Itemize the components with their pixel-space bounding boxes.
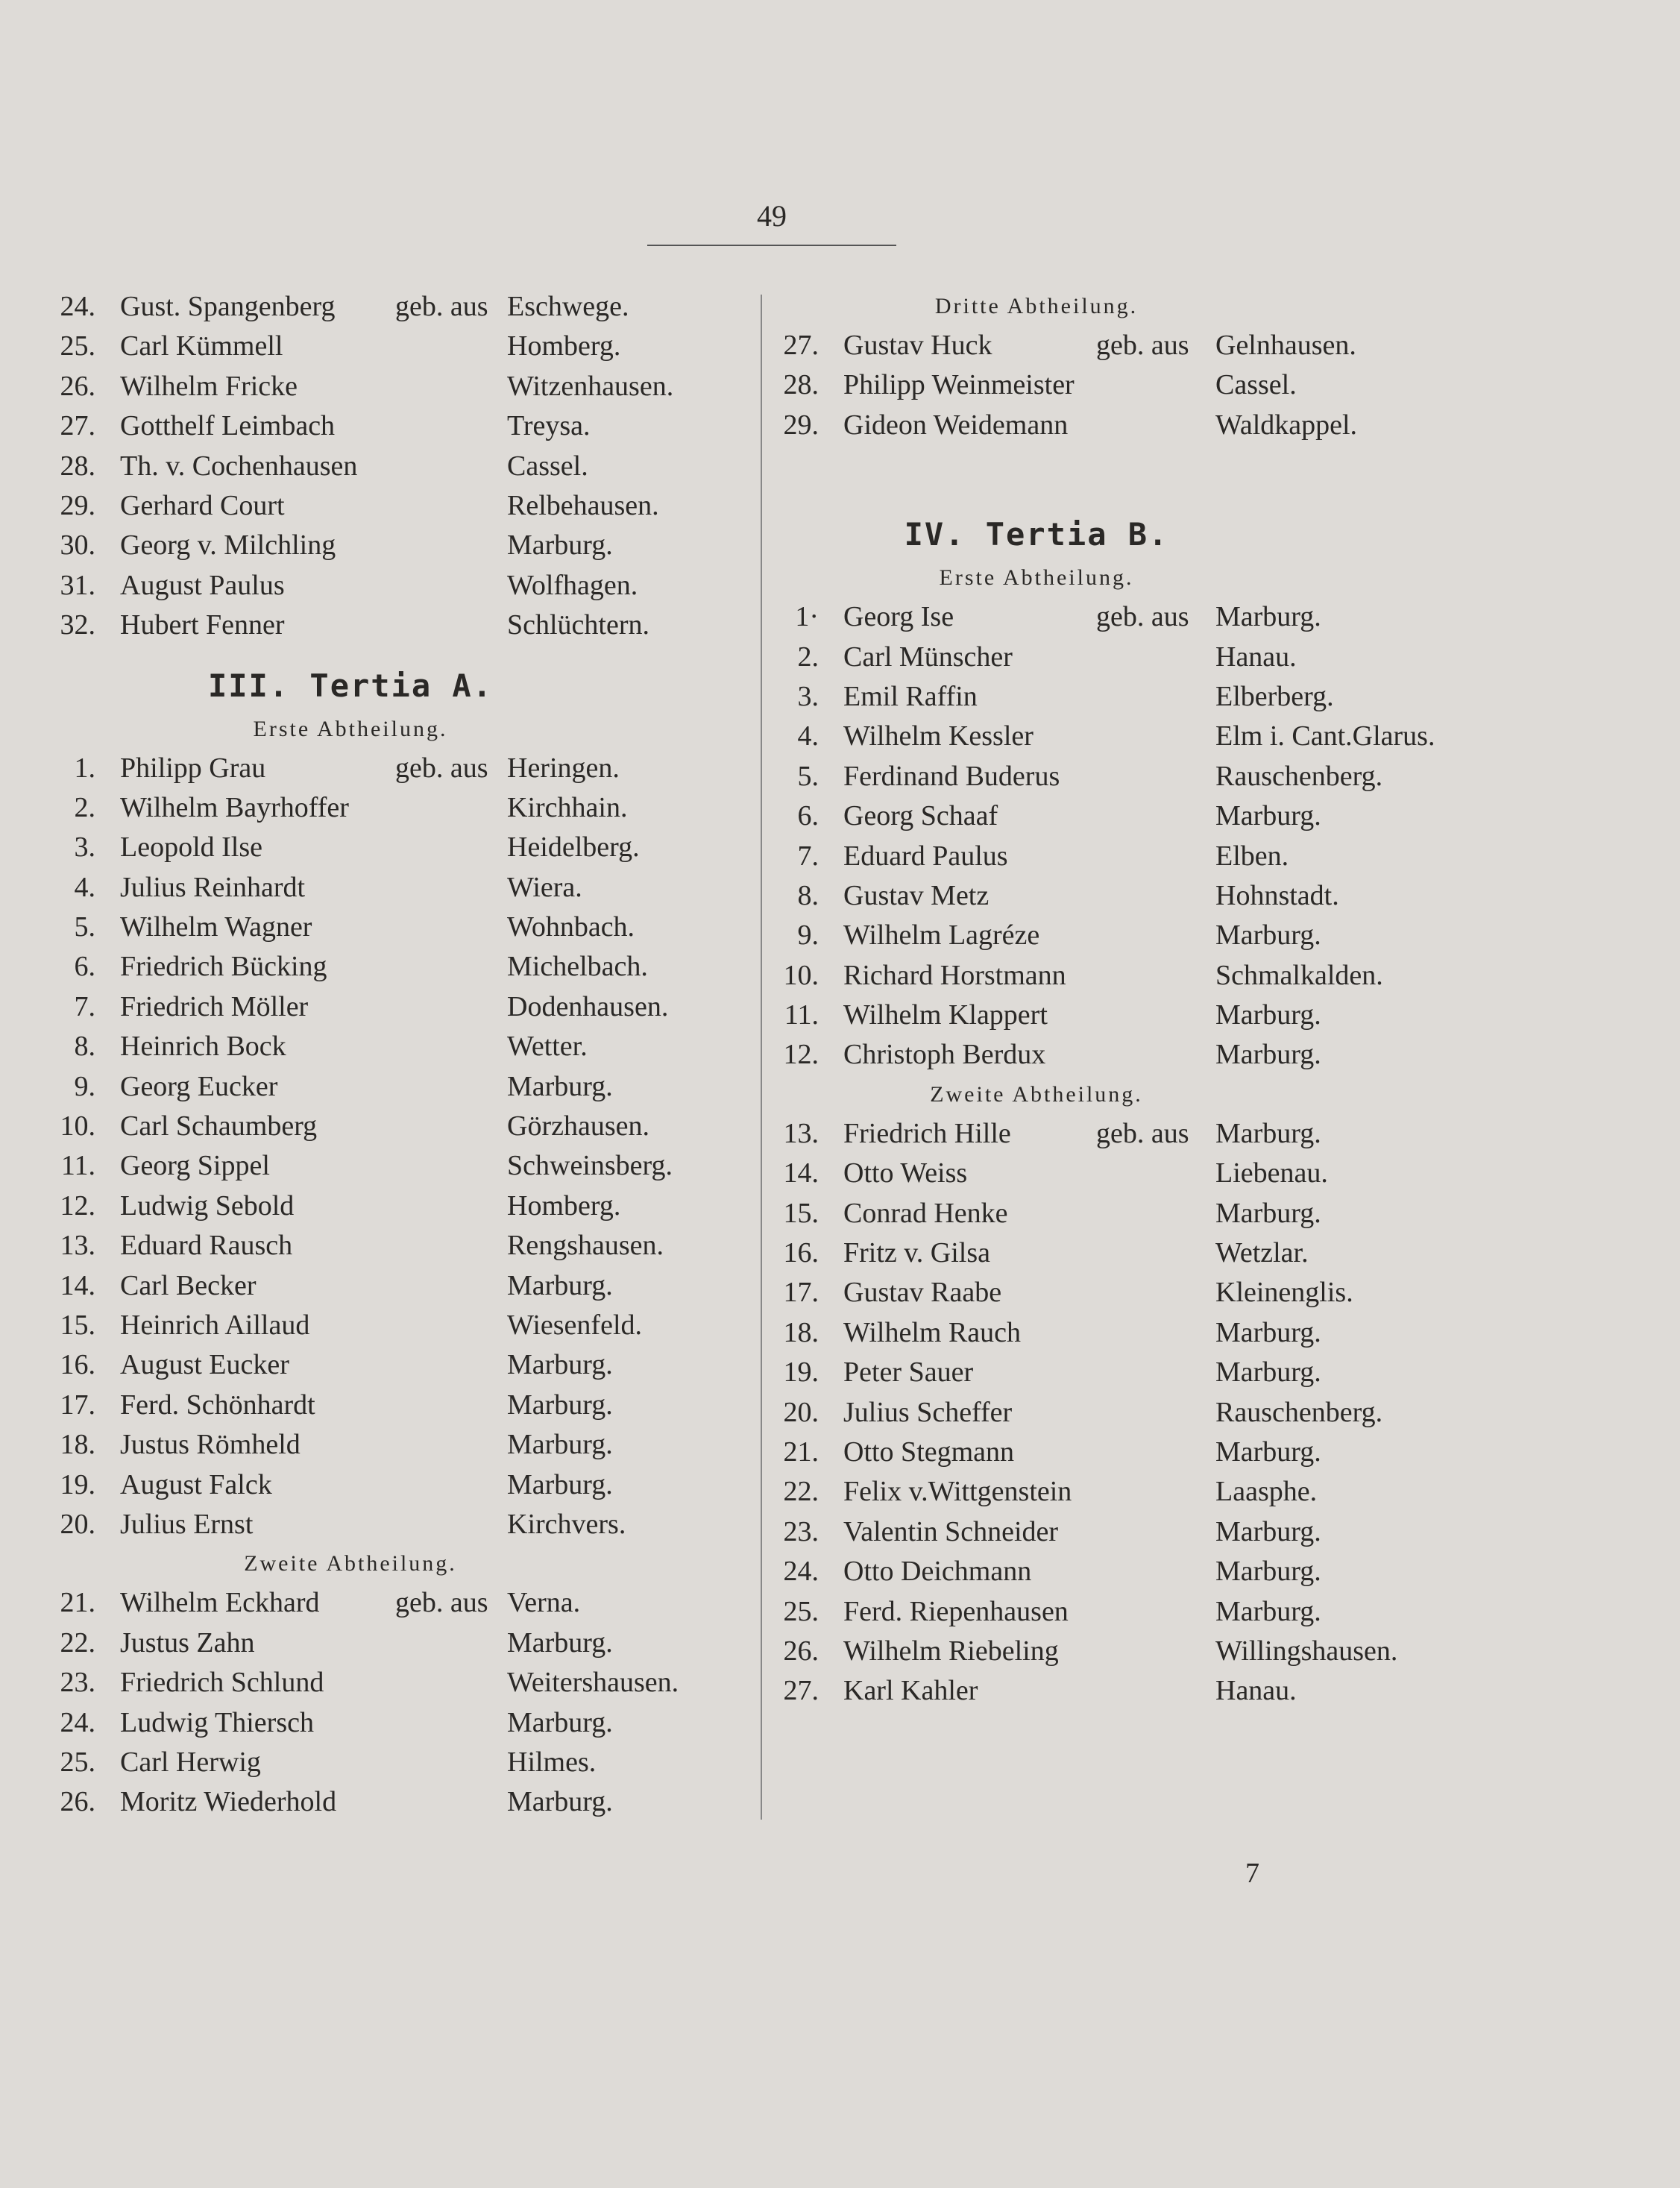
student-row (45, 406, 716, 446)
right-column (768, 287, 1476, 1711)
student-row (768, 1353, 1476, 1392)
student-name: Wilhelm Bayrhoffer (120, 791, 349, 823)
student-row (45, 1623, 716, 1663)
student-name: Wilhelm Wagner (120, 911, 312, 943)
student-name: Carl Schaumberg (120, 1110, 318, 1142)
student-place: Marburg. (1215, 800, 1321, 832)
student-num: 4. (797, 720, 819, 752)
student-place: Treysa. (507, 410, 591, 442)
student-num: 25. (60, 330, 95, 362)
student-num: 22. (783, 1476, 819, 1508)
student-row (45, 1703, 716, 1743)
student-place: Relbehausen. (507, 489, 659, 521)
student-row (45, 828, 716, 867)
student-name: August Paulus (120, 569, 285, 601)
student-num: 1· (795, 601, 819, 633)
subheading-zweite: Zweite Abtheilung. (244, 1551, 457, 1576)
student-geb: geb. aus (395, 291, 488, 322)
student-row (45, 327, 716, 366)
student-name: Gustav Metz (843, 879, 990, 911)
student-row (768, 365, 1476, 405)
student-row (45, 868, 716, 908)
student-name: Gustav Huck (843, 330, 992, 361)
student-place: Gelnhausen. (1215, 330, 1356, 361)
student-geb: geb. aus (1096, 601, 1189, 633)
student-name: Julius Ernst (120, 1508, 254, 1540)
student-num: 5. (797, 760, 819, 792)
student-name: Philipp Weinmeister (843, 369, 1075, 401)
student-num: 16. (60, 1349, 95, 1381)
student-place: Elben. (1215, 840, 1289, 872)
student-row (45, 1266, 716, 1306)
student-num: 4. (74, 871, 95, 903)
student-row (768, 1194, 1476, 1233)
student-row (45, 1743, 716, 1782)
student-name: Friedrich Hille (843, 1117, 1011, 1149)
student-name: Karl Kahler (843, 1675, 978, 1707)
student-place: Rengshausen. (507, 1230, 664, 1262)
student-place: Kirchvers. (507, 1508, 626, 1540)
student-name: Carl Becker (120, 1269, 257, 1301)
student-row (768, 1671, 1476, 1711)
student-place: Cassel. (507, 450, 588, 482)
student-num: 15. (60, 1309, 95, 1341)
student-name: Carl Münscher (843, 641, 1013, 673)
student-place: Marburg. (507, 529, 613, 562)
student-name: Julius Scheffer (843, 1396, 1013, 1428)
student-row (45, 1505, 716, 1544)
student-geb: geb. aus (395, 752, 488, 784)
student-name: August Eucker (120, 1349, 289, 1381)
student-name: Heinrich Aillaud (120, 1309, 310, 1341)
student-row (45, 526, 716, 565)
student-name: Ludwig Sebold (120, 1189, 295, 1222)
student-name: Moritz Wiederhold (120, 1786, 337, 1818)
continuation-list (45, 287, 716, 646)
student-num: 19. (783, 1357, 819, 1389)
student-name: Peter Sauer (843, 1357, 974, 1389)
student-place: Eschwege. (507, 291, 629, 322)
dritte-list (768, 326, 1476, 445)
student-name: Ferd. Schönhardt (120, 1389, 315, 1421)
student-row (768, 916, 1476, 955)
student-num: 17. (60, 1389, 95, 1421)
student-row (768, 1273, 1476, 1313)
student-place: Cassel. (1215, 369, 1297, 401)
student-name: Otto Stegmann (843, 1436, 1015, 1468)
student-name: Christoph Berdux (843, 1039, 1046, 1071)
student-name: Wilhelm Fricke (120, 370, 298, 402)
student-row (45, 1465, 716, 1505)
student-place: Kirchhain. (507, 791, 628, 823)
student-place: Marburg. (1215, 1197, 1321, 1229)
student-name: Wilhelm Eckhard (120, 1587, 320, 1619)
student-num: 12. (783, 1039, 819, 1071)
student-row (768, 1433, 1476, 1472)
student-name: Georg Sippel (120, 1150, 270, 1182)
student-num: 16. (783, 1237, 819, 1269)
student-place: Hanau. (1215, 641, 1297, 673)
student-row (45, 1067, 716, 1107)
student-row (768, 406, 1476, 445)
student-place: Hanau. (1215, 1675, 1297, 1707)
student-place: Laasphe. (1215, 1476, 1318, 1508)
student-place: Kleinenglis. (1215, 1277, 1353, 1309)
student-num: 32. (60, 609, 95, 641)
student-place: Willingshausen. (1215, 1635, 1398, 1667)
column-divider (761, 295, 762, 1820)
student-num: 2. (74, 791, 95, 823)
student-place: Schmalkalden. (1215, 959, 1383, 991)
student-num: 25. (60, 1746, 95, 1778)
student-name: Friedrich Schlund (120, 1667, 324, 1699)
student-name: Ludwig Thiersch (120, 1706, 314, 1738)
student-name: Conrad Henke (843, 1197, 1008, 1229)
student-place: Waldkappel. (1215, 409, 1358, 441)
student-row (768, 876, 1476, 916)
student-row (768, 717, 1476, 756)
student-name: Ferdinand Buderus (843, 760, 1060, 792)
student-place: Elm i. Cant.Glarus. (1215, 720, 1435, 752)
page-number: 49 (757, 199, 787, 233)
student-name: Carl Kümmell (120, 330, 283, 362)
student-row (45, 367, 716, 406)
student-name: Fritz v. Gilsa (843, 1237, 991, 1269)
student-row (768, 1393, 1476, 1433)
student-num: 10. (60, 1110, 95, 1142)
student-place: Homberg. (507, 1189, 621, 1222)
subheading-dritte: Dritte Abtheilung. (934, 294, 1139, 318)
student-num: 6. (74, 951, 95, 983)
student-place: Homberg. (507, 330, 621, 362)
student-num: 17. (783, 1277, 819, 1309)
student-row (768, 996, 1476, 1035)
student-num: 8. (797, 879, 819, 911)
student-name: August Falck (120, 1468, 272, 1500)
student-num: 21. (60, 1587, 95, 1619)
student-name: Gust. Spangenberg (120, 291, 336, 322)
student-place: Schweinsberg. (507, 1150, 673, 1182)
student-num: 19. (60, 1468, 95, 1500)
student-name: Richard Horstmann (843, 959, 1066, 991)
student-name: Wilhelm Riebeling (843, 1635, 1059, 1667)
student-row (768, 1632, 1476, 1671)
student-place: Wetzlar. (1215, 1237, 1309, 1269)
student-place: Marburg. (1215, 601, 1321, 633)
student-name: Georg v. Milchling (120, 529, 336, 562)
student-name: Emil Raffin (843, 680, 978, 712)
student-num: 3. (797, 680, 819, 712)
student-row (45, 1146, 716, 1186)
student-row (45, 987, 716, 1027)
student-row (45, 749, 716, 788)
student-place: Wolfhagen. (507, 569, 638, 601)
student-num: 20. (60, 1508, 95, 1540)
student-name: Eduard Paulus (843, 840, 1008, 872)
student-name: Th. v. Cochenhausen (120, 450, 358, 482)
student-num: 21. (783, 1436, 819, 1468)
student-name: Georg Ise (843, 601, 954, 633)
student-row (45, 908, 716, 947)
student-place: Schlüchtern. (507, 609, 650, 641)
student-row (45, 1782, 716, 1822)
student-place: Marburg. (507, 1626, 613, 1659)
student-place: Hilmes. (507, 1746, 597, 1778)
student-place: Dodenhausen. (507, 990, 669, 1022)
student-num: 6. (797, 800, 819, 832)
student-name: Otto Weiss (843, 1157, 968, 1189)
student-num: 25. (783, 1595, 819, 1627)
student-row (768, 1313, 1476, 1353)
student-name: Justus Zahn (120, 1626, 255, 1659)
student-num: 24. (60, 291, 95, 322)
student-name: Gideon Weidemann (843, 409, 1069, 441)
student-row (45, 486, 716, 526)
student-row (768, 796, 1476, 836)
signature-mark: 7 (1245, 1858, 1259, 1889)
student-place: Liebenau. (1215, 1157, 1328, 1189)
student-row (45, 1345, 716, 1385)
student-place: Verna. (507, 1587, 581, 1619)
student-row (768, 1154, 1476, 1193)
student-num: 8. (74, 1031, 95, 1063)
student-geb: geb. aus (1096, 330, 1189, 361)
student-row (45, 788, 716, 828)
student-row (768, 1552, 1476, 1591)
student-row (45, 447, 716, 486)
student-place: Marburg. (1215, 1117, 1321, 1149)
student-num: 27. (60, 410, 95, 442)
student-name: Gustav Raabe (843, 1277, 1002, 1309)
student-num: 26. (783, 1635, 819, 1667)
student-name: Georg Schaaf (843, 800, 998, 832)
student-name: Wilhelm Klappert (843, 999, 1048, 1031)
student-num: 3. (74, 831, 95, 864)
student-name: Otto Deichmann (843, 1556, 1032, 1588)
student-num: 23. (60, 1667, 95, 1699)
subheading-zweite: Zweite Abtheilung. (930, 1081, 1143, 1107)
header-rule (647, 245, 896, 246)
student-num: 12. (60, 1189, 95, 1222)
student-place: Wiera. (507, 871, 582, 903)
student-place: Marburg. (1215, 1515, 1321, 1547)
student-name: Eduard Rausch (120, 1230, 293, 1262)
student-place: Görzhausen. (507, 1110, 649, 1142)
student-place: Michelbach. (507, 951, 648, 983)
student-name: Valentin Schneider (843, 1515, 1059, 1547)
zweite-list (768, 1114, 1476, 1711)
student-num: 23. (783, 1515, 819, 1547)
student-name: Wilhelm Kessler (843, 720, 1034, 752)
student-place: Marburg. (507, 1468, 613, 1500)
student-num: 24. (60, 1706, 95, 1738)
student-name: Friedrich Möller (120, 990, 309, 1022)
student-place: Hohnstadt. (1215, 879, 1339, 911)
student-place: Marburg. (1215, 919, 1321, 952)
student-row (768, 1512, 1476, 1552)
section-title-tertia-a: III. Tertia A. (207, 667, 493, 704)
student-num: 10. (783, 959, 819, 991)
student-num: 7. (74, 990, 95, 1022)
student-place: Heringen. (507, 752, 620, 784)
student-geb: geb. aus (1096, 1117, 1189, 1149)
student-name: Felix v.Wittgenstein (843, 1476, 1072, 1508)
student-name: Georg Eucker (120, 1070, 278, 1102)
student-place: Marburg. (507, 1349, 613, 1381)
student-place: Witzenhausen. (507, 370, 674, 402)
student-place: Marburg. (507, 1706, 613, 1738)
section-title-tertia-b: IV. Tertia B. (904, 516, 1169, 553)
student-num: 13. (60, 1230, 95, 1262)
student-place: Elberberg. (1215, 680, 1334, 712)
student-num: 9. (797, 919, 819, 952)
student-num: 29. (783, 409, 819, 441)
student-num: 5. (74, 911, 95, 943)
student-name: Julius Reinhardt (120, 871, 306, 903)
student-geb: geb. aus (395, 1587, 488, 1619)
student-row (45, 606, 716, 645)
student-place: Marburg. (507, 1429, 613, 1461)
student-row (768, 597, 1476, 637)
student-place: Wohnbach. (507, 911, 635, 943)
student-num: 7. (797, 840, 819, 872)
subheading-erste: Erste Abtheilung. (939, 565, 1134, 591)
erste-list (768, 597, 1476, 1075)
zweite-list (45, 1583, 716, 1822)
student-num: 9. (74, 1070, 95, 1102)
student-num: 26. (60, 370, 95, 402)
student-num: 27. (783, 1675, 819, 1707)
student-num: 28. (60, 450, 95, 482)
student-num: 29. (60, 489, 95, 521)
student-num: 31. (60, 569, 95, 601)
student-row (45, 287, 716, 327)
student-name: Friedrich Bücking (120, 951, 327, 983)
student-place: Marburg. (507, 1070, 613, 1102)
student-num: 14. (60, 1269, 95, 1301)
erste-list (45, 749, 716, 1545)
student-place: Heidelberg. (507, 831, 640, 864)
student-place: Marburg. (1215, 1556, 1321, 1588)
student-row (768, 1035, 1476, 1075)
student-row (45, 1663, 716, 1703)
student-place: Rauschenberg. (1215, 1396, 1383, 1428)
student-row (768, 1472, 1476, 1512)
subheading-erste: Erste Abtheilung. (253, 716, 448, 741)
student-place: Weitershausen. (507, 1667, 679, 1699)
student-row (768, 757, 1476, 796)
student-name: Philipp Grau (120, 752, 266, 784)
student-num: 13. (783, 1117, 819, 1149)
student-row (45, 1027, 716, 1066)
student-name: Wilhelm Rauch (843, 1316, 1022, 1348)
student-place: Wiesenfeld. (507, 1309, 643, 1341)
student-name: Gerhard Court (120, 489, 285, 521)
student-row (45, 1226, 716, 1266)
student-place: Marburg. (1215, 1316, 1321, 1348)
student-place: Rauschenberg. (1215, 760, 1383, 792)
student-name: Ferd. Riepenhausen (843, 1595, 1069, 1627)
left-column (45, 287, 716, 1823)
student-num: 27. (783, 330, 819, 361)
student-num: 11. (60, 1150, 95, 1182)
student-num: 24. (783, 1556, 819, 1588)
student-row (45, 1306, 716, 1345)
student-num: 15. (783, 1197, 819, 1229)
student-name: Wilhelm Lagréze (843, 919, 1040, 952)
student-place: Marburg. (507, 1786, 613, 1818)
student-row (45, 1386, 716, 1425)
student-name: Hubert Fenner (120, 609, 285, 641)
student-num: 30. (60, 529, 95, 562)
student-name: Gotthelf Leimbach (120, 410, 336, 442)
student-num: 18. (783, 1316, 819, 1348)
student-num: 1. (74, 752, 95, 784)
student-num: 28. (783, 369, 819, 401)
student-place: Marburg. (507, 1269, 613, 1301)
student-num: 26. (60, 1786, 95, 1818)
student-row (768, 956, 1476, 996)
student-num: 11. (784, 999, 819, 1031)
student-row (45, 566, 716, 606)
student-row (768, 1592, 1476, 1632)
student-place: Marburg. (1215, 999, 1321, 1031)
student-row (768, 677, 1476, 717)
student-row (768, 1114, 1476, 1154)
student-place: Marburg. (1215, 1436, 1321, 1468)
student-name: Leopold Ilse (120, 831, 263, 864)
student-row (768, 1233, 1476, 1273)
student-num: 18. (60, 1429, 95, 1461)
student-row (45, 1186, 716, 1226)
student-row (45, 947, 716, 987)
student-place: Marburg. (1215, 1039, 1321, 1071)
student-place: Marburg. (1215, 1595, 1321, 1627)
student-row (45, 1583, 716, 1623)
student-row (768, 638, 1476, 677)
student-num: 20. (783, 1396, 819, 1428)
student-num: 22. (60, 1626, 95, 1659)
student-row (768, 837, 1476, 876)
student-row (768, 326, 1476, 365)
student-num: 2. (797, 641, 819, 673)
student-name: Carl Herwig (120, 1746, 261, 1778)
student-row (45, 1107, 716, 1146)
student-place: Marburg. (507, 1389, 613, 1421)
student-row (45, 1425, 716, 1465)
student-place: Marburg. (1215, 1357, 1321, 1389)
student-name: Heinrich Bock (120, 1031, 286, 1063)
student-name: Justus Römheld (120, 1429, 301, 1461)
student-num: 14. (783, 1157, 819, 1189)
student-place: Wetter. (507, 1031, 588, 1063)
